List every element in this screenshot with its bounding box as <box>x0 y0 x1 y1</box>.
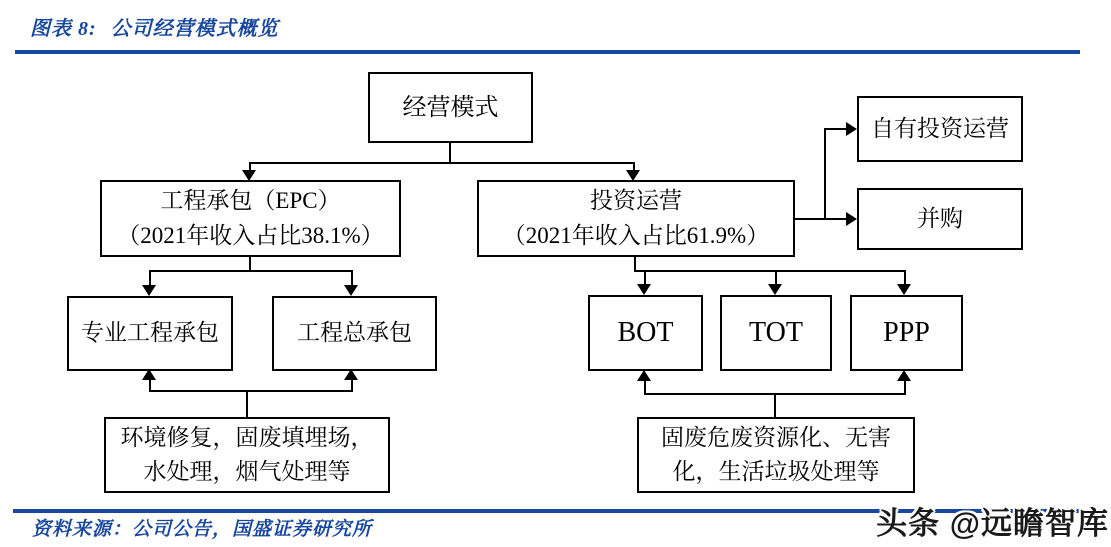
edge-drop-general <box>351 270 353 285</box>
node-ppp <box>850 295 963 371</box>
node-label: 工程总承包 <box>297 320 412 346</box>
edge-waste-split <box>644 393 906 395</box>
arrowhead-to-invest <box>626 170 640 181</box>
node-label: BOT <box>617 317 674 348</box>
edge-env-split <box>149 390 353 392</box>
node-label: 专业工程承包 <box>81 320 219 346</box>
arrowhead-to-tot <box>768 284 782 295</box>
figure-header <box>30 12 279 41</box>
arrowhead-to-bot <box>637 284 651 295</box>
arrowhead-up-bot <box>637 370 651 381</box>
edge-waste-stem <box>774 393 776 417</box>
edge-invest-split <box>634 270 906 272</box>
node-own-investment-operation <box>857 96 1023 162</box>
node-sublabel: （2021年收入占比61.9%） <box>502 222 770 248</box>
source-note <box>32 514 372 541</box>
node-general-contracting <box>272 296 437 371</box>
node-label: 经营模式 <box>402 94 499 121</box>
node-merger-acquisition <box>857 188 1023 250</box>
node-waste-services <box>637 417 915 493</box>
arrowhead-to-ppp <box>897 284 911 295</box>
arrowhead-up-professional <box>142 369 156 380</box>
edge-drop-tot <box>775 270 777 284</box>
edge-epc-split <box>149 270 353 272</box>
node-label: 投资运营 <box>590 188 682 213</box>
node-label: 环境修复，固废填埋场， <box>120 424 374 450</box>
edge-to-own-investment <box>824 128 846 130</box>
edge-rise-ppp <box>904 381 906 394</box>
edge-invest-right <box>795 218 826 220</box>
arrowhead-up-general <box>344 369 358 380</box>
arrowhead-to-own-investment <box>846 122 857 136</box>
node-label: 工程承包（EPC） <box>160 188 341 213</box>
arrowhead-to-professional <box>142 285 156 296</box>
edge-env-stem <box>246 390 248 417</box>
source-text: 公司公告，国盛证券研究所 <box>132 519 373 540</box>
source-label: 资料来源： <box>32 519 133 540</box>
node-sublabel: 化，生活垃圾处理等 <box>672 459 880 484</box>
node-professional-contracting <box>67 296 233 371</box>
edge-right-riser <box>824 128 826 220</box>
node-environment-services <box>104 417 390 493</box>
arrowhead-to-epc <box>242 170 256 181</box>
node-sublabel: 水处理，烟气处理等 <box>143 459 351 484</box>
arrowhead-up-ppp <box>897 370 911 381</box>
edge-invest-stem <box>634 257 636 271</box>
edge-epc-stem <box>249 257 251 271</box>
node-label: PPP <box>883 317 930 348</box>
node-sublabel: （2021年收入占比38.1%） <box>117 222 384 248</box>
edge-root-split <box>249 162 635 164</box>
node-bot <box>588 295 703 371</box>
node-tot <box>720 295 832 371</box>
edge-root-stem <box>449 143 451 163</box>
node-business-model <box>368 72 533 143</box>
edge-rise-general <box>351 380 353 391</box>
edge-drop-professional <box>149 270 151 285</box>
edge-rise-professional <box>149 380 151 391</box>
node-investment-operation <box>477 180 795 257</box>
figure-title: 公司经营模式概览 <box>110 18 279 40</box>
edge-drop-ppp <box>904 270 906 284</box>
node-label: 固废危废资源化、无害 <box>661 424 891 450</box>
edge-rise-bot <box>644 381 646 394</box>
top-divider <box>15 50 1080 54</box>
edge-drop-bot <box>644 270 646 284</box>
arrowhead-to-merger <box>846 212 857 226</box>
node-label: 自有投资运营 <box>871 115 1009 141</box>
watermark: 头条 @远瞻智库 <box>876 506 1109 541</box>
node-label: 并购 <box>917 205 963 231</box>
edge-to-merger <box>825 218 846 220</box>
node-epc-contracting <box>100 180 401 257</box>
figure-label: 图表 8: <box>30 18 97 40</box>
arrowhead-to-general <box>344 285 358 296</box>
node-label: TOT <box>749 317 803 348</box>
